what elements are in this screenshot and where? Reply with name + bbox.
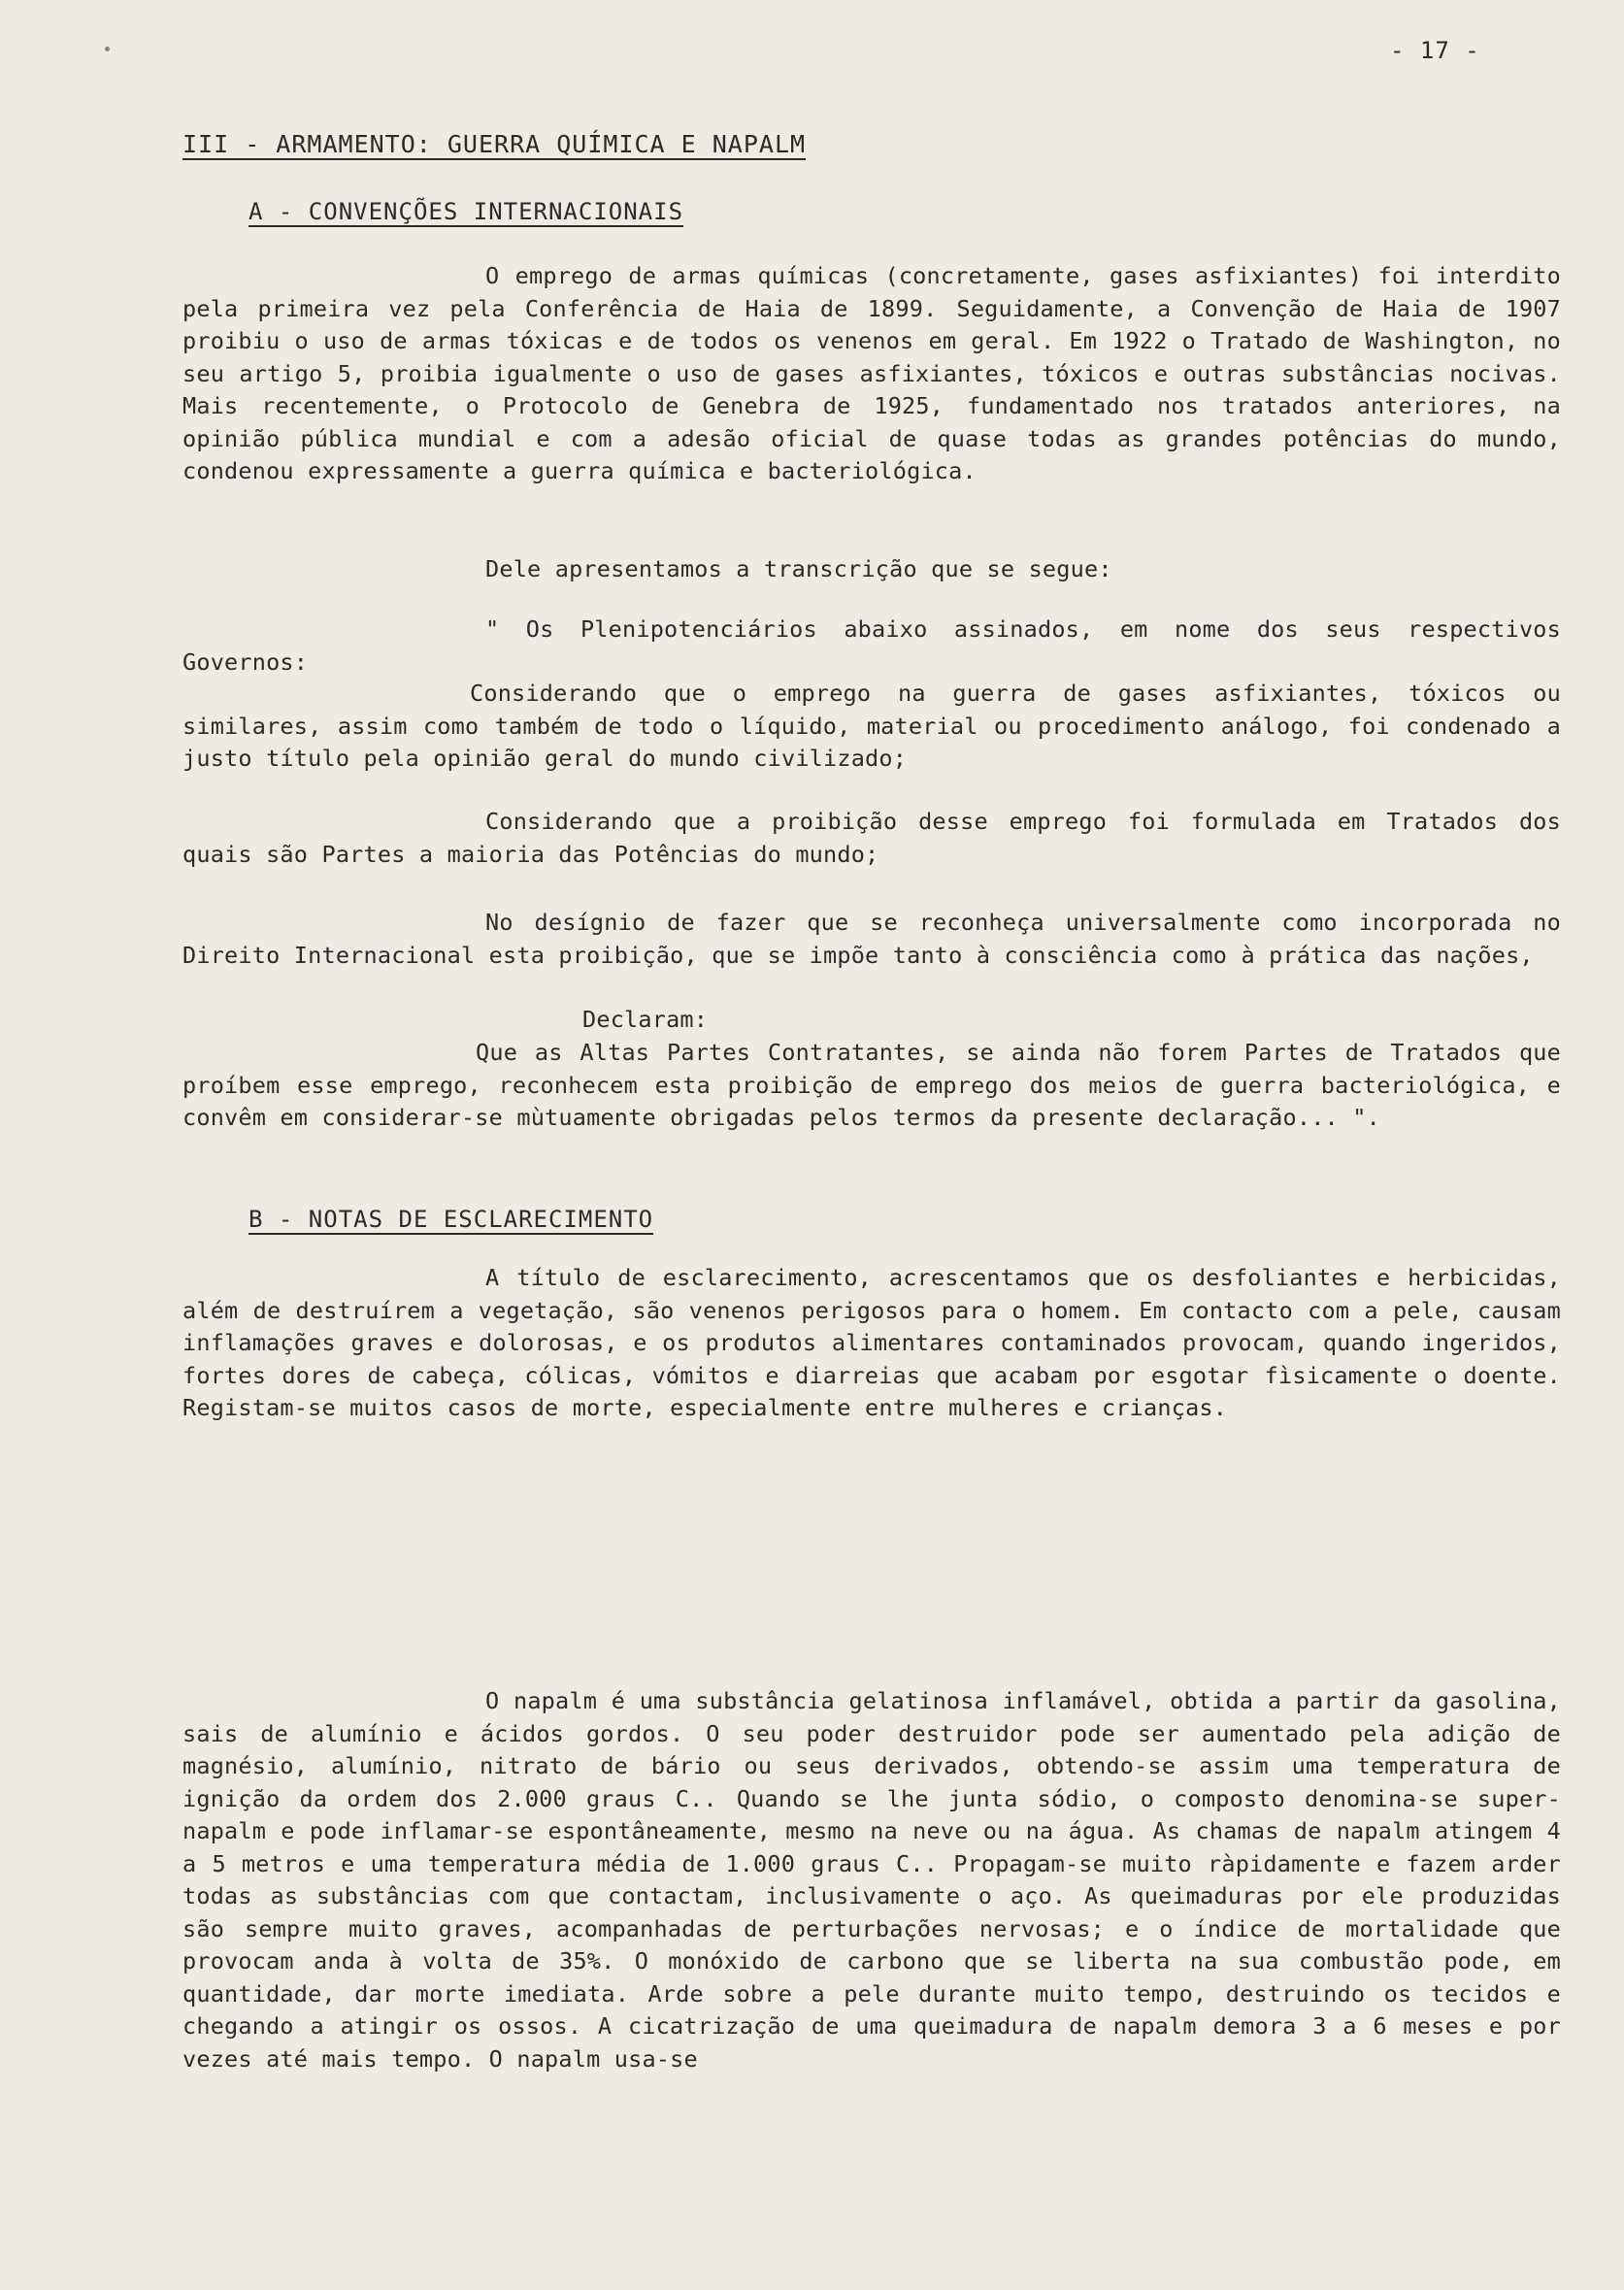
paragraph: " Os Plenipotenciários abaixo assinados, em nome dos seus respectivos Governos: xyxy=(182,615,1575,676)
section-title: III - ARMAMENTO: GUERRA QUÍMICA E NAPALM xyxy=(182,130,807,158)
paragraph: Que as Altas Partes Contratantes, se ainda não forem Partes de Tratados que proíbem esse emprego, reconhecem esta proibição de emprego dos meios de guerra bacteriológica, e convêm em considerar-se mùtuamente obrigadas pelos termos da presente declaração... ". xyxy=(182,1039,1575,1131)
paragraph: No desígnio de fazer que se reconheça universalmente como incorporada no Direito Internacional esta proibição, que se impõe tanto à consciência como à prática das nações, xyxy=(182,909,1575,969)
subsection-a-heading: A - CONVENÇÕES INTERNACIONAIS xyxy=(249,198,684,225)
paragraph: O napalm é uma substância gelatinosa inflamável, obtida a partir da gasolina, sais de alumínio e ácidos gordos. O seu poder destruidor pode ser aumentado pela adição de magnésio, alumínio, nitrato de bário ou seus derivados, obtendo-se assim uma temperatura de ignição da ordem dos 2.000 graus C.. Quando se lhe junta sódio, o composto denomina-se super-napalm e pode inflamar-se espontâneamente, mesmo na neve ou na água. As chamas de napalm atingem 4 a 5 metros e uma temperatura média de 1.000 graus C.. Propagam-se muito ràpidamente e fazem arder todas as substâncias com que contactam, inclusivamente o aço. As queimaduras por ele produzidas são sempre muito graves, acompanhadas de perturbações nervosas; e o índice de mortalidade que provocam anda à volta de 35%. O monóxido de carbono que se liberta na sua combustão pode, em quantidade, dar morte imediata. Arde sobre a pele durante muito tempo, destruindo os tecidos e chegando a atingir os ossos. A cicatrização de uma queimadura de napalm demora 3 a 6 meses e por vezes até mais tempo. O napalm usa-se xyxy=(182,1687,1575,2073)
subsection-b-heading: B - NOTAS DE ESCLARECIMENTO xyxy=(249,1206,654,1233)
page-number: - 17 - xyxy=(1390,37,1480,64)
paragraph: Declaram: xyxy=(582,1006,709,1033)
paper-mark xyxy=(105,47,110,51)
paragraph: Considerando que o emprego na guerra de gases asfixiantes, tóxicos ou similares, assim como também de todo o líquido, material ou procedimento análogo, foi condenado a justo título pela opinião geral do mundo civilizado; xyxy=(182,680,1575,772)
paragraph: Considerando que a proibição desse emprego foi formulada em Tratados dos quais são Partes a maioria das Potências do mundo; xyxy=(182,808,1575,868)
paragraph: Dele apresentamos a transcrição que se segue: xyxy=(485,555,1112,582)
paragraph: A título de esclarecimento, acrescentamos que os desfoliantes e herbicidas, além de destruírem a vegetação, são venenos perigosos para o homem. Em contacto com a pele, causam inflamações graves e dolorosas, e os produtos alimentares contaminados provocam, quando ingeridos, fortes dores de cabeça, cólicas, vómitos e diarreias que acabam por esgotar fìsicamente o doente. Registam-se muitos casos de morte, especialmente entre mulheres e crianças. xyxy=(182,1264,1575,1421)
paragraph: O emprego de armas químicas (concretamente, gases asfixiantes) foi interdito pela primeira vez pela Conferência de Haia de 1899. Seguidamente, a Convenção de Haia de 1907 proibiu o uso de armas tóxicas e de todos os venenos em geral. Em 1922 o Tratado de Washington, no seu artigo 5, proibia igualmente o uso de gases asfixiantes, tóxicos e outras substâncias nocivas. Mais recentemente, o Protocolo de Genebra de 1925, fundamentado nos tratados anteriores, na opinião pública mundial e com a adesão oficial de quase todas as grandes potências do mundo, condenou expressamente a guerra química e bacteriológica. xyxy=(182,262,1575,484)
